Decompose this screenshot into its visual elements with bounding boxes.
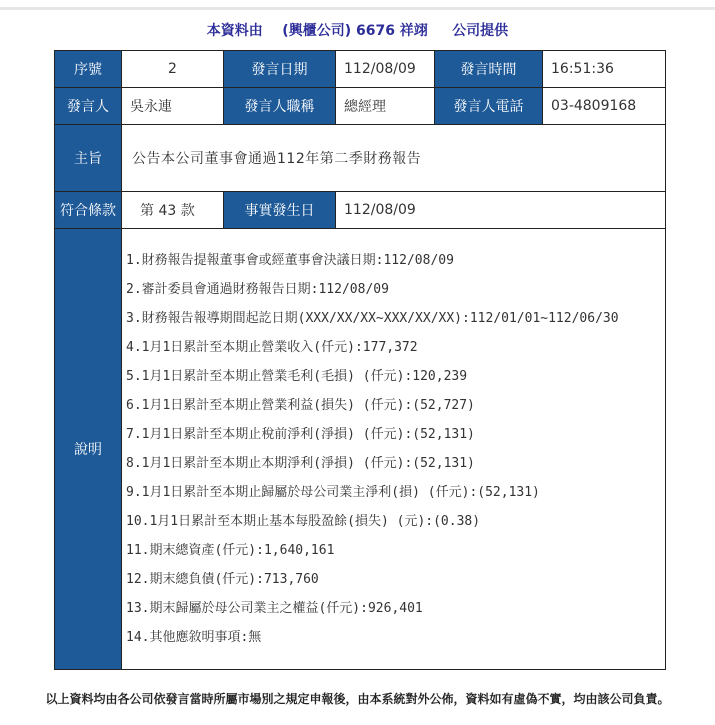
- description-item: 11.期末總資產(仟元):1,640,161: [126, 543, 335, 558]
- description-item: 6.1月1日累計至本期止營業利益(損失) (仟元):(52,727): [126, 398, 475, 413]
- seq-label: 序號: [55, 51, 122, 88]
- date-value: 112/08/09: [336, 51, 435, 88]
- top-divider: [0, 7, 715, 10]
- event-date-value: 112/08/09: [336, 192, 666, 229]
- description-item: 10.1月1日累計至本期止基本每股盈餘(損失) (元):(0.38): [126, 514, 481, 529]
- description-item: 13.期末歸屬於母公司業主之權益(仟元):926,401: [126, 601, 423, 616]
- phone-value: 03-4809168: [543, 88, 666, 125]
- speaker-title-label: 發言人職稱: [224, 88, 336, 125]
- description-item: 12.期末總負債(仟元):713,760: [126, 572, 319, 587]
- row-description: [55, 229, 666, 670]
- description-item: 4.1月1日累計至本期止營業收入(仟元):177,372: [126, 340, 418, 355]
- description-item: 3.財務報告報導期間起訖日期(XXX/XX/XX~XXX/XX/XX):112/01/01~112/06/30: [126, 311, 619, 326]
- description-item: 7.1月1日累計至本期止稅前淨利(淨損) (仟元):(52,131): [126, 427, 475, 442]
- subject-value: 公告本公司董事會通過112年第二季財務報告: [122, 125, 666, 192]
- seq-value: 2: [122, 51, 224, 88]
- time-value: 16:51:36: [543, 51, 666, 88]
- description-item: 9.1月1日累計至本期止歸屬於母公司業主淨利(損) (仟元):(52,131): [126, 485, 540, 500]
- phone-label: 發言人電話: [435, 88, 543, 125]
- description-value: [122, 229, 666, 670]
- row-speaker: [55, 88, 666, 125]
- row-subject: [55, 125, 666, 192]
- description-item: 1.財務報告提報董事會或經董事會決議日期:112/08/09: [126, 253, 454, 268]
- description-label: 說明: [55, 229, 122, 670]
- event-date-label: 事實發生日: [224, 192, 336, 229]
- announcement-table: [54, 50, 666, 670]
- clause-value: 第 43 款: [122, 192, 224, 229]
- header-suffix: 公司提供: [452, 23, 509, 39]
- row-meta: [55, 51, 666, 88]
- disclaimer-footer: 以上資料均由各公司依發言當時所屬市場別之規定申報後，由本系統對外公佈，資料如有虛偽不實，均由該公司負責。: [45, 692, 670, 706]
- description-item: 8.1月1日累計至本期止本期淨利(淨損) (仟元):(52,131): [126, 456, 475, 471]
- description-item: 2.審計委員會通過財務報告日期:112/08/09: [126, 282, 389, 297]
- subject-label: 主旨: [55, 125, 122, 192]
- header-company: (興櫃公司) 6676 祥翊: [282, 23, 428, 39]
- row-clause: [55, 192, 666, 229]
- description-item: 14.其他應敘明事項:無: [126, 630, 262, 645]
- page-header: [0, 18, 715, 44]
- speaker-title-value: 總經理: [336, 88, 435, 125]
- speaker-value: 吳永連: [122, 88, 224, 125]
- header-prefix: 本資料由: [206, 23, 263, 39]
- description-item: 5.1月1日累計至本期止營業毛利(毛損) (仟元):120,239: [126, 369, 468, 384]
- clause-label: 符合條款: [55, 192, 122, 229]
- description-list: [126, 229, 665, 652]
- speaker-label: 發言人: [55, 88, 122, 125]
- time-label: 發言時間: [435, 51, 543, 88]
- date-label: 發言日期: [224, 51, 336, 88]
